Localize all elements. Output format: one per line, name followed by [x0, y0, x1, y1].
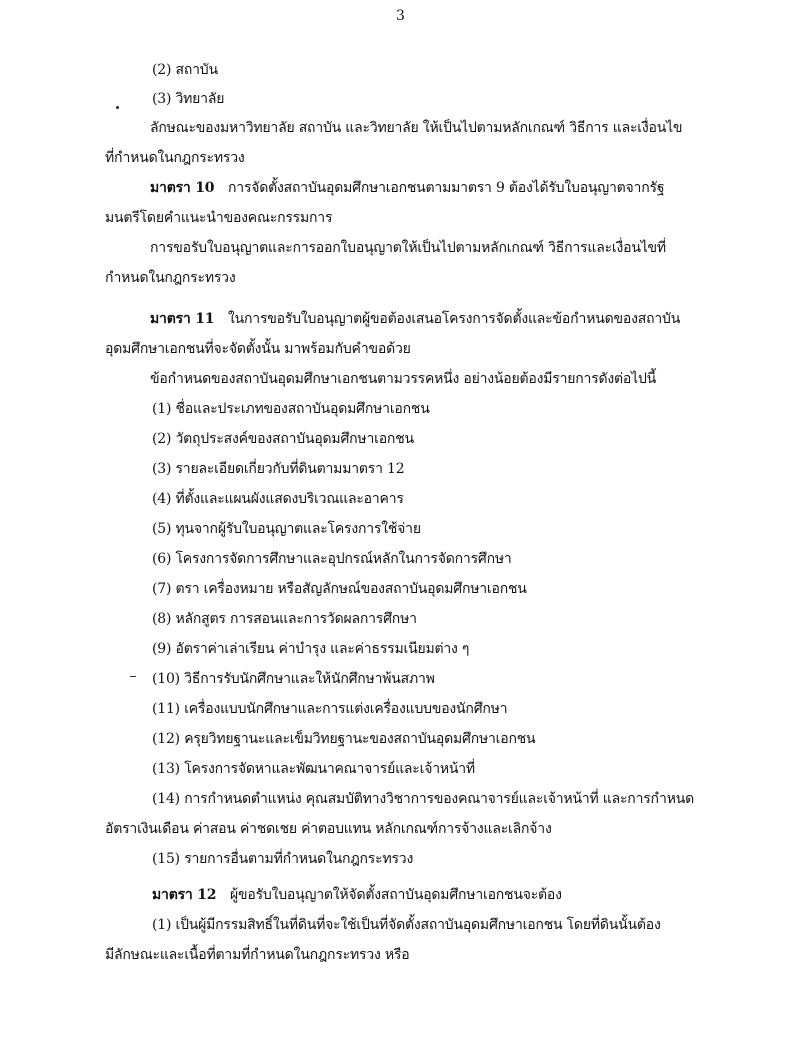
list-item-institute: (2) สถาบัน — [152, 62, 218, 78]
paragraph-line: การจัดตั้งสถาบันอุดมศึกษาเอกชนตามมาตรา 9 ต้องได้รับใบอนุญาตจากรัฐ — [228, 180, 665, 196]
paragraph-line: การขอรับใบอนุญาตและการออกใบอนุญาตให้เป็นไปตามหลักเกณฑ์ วิธีการและเงื่อนไขที่ — [150, 240, 666, 256]
paragraph-line: ผู้ขอรับใบอนุญาตให้จัดตั้งสถาบันอุดมศึกษาเอกชนจะต้อง — [230, 887, 562, 903]
section-heading: มาตรา 12 — [152, 887, 217, 903]
list-item: (7) ตรา เครื่องหมาย หรือสัญลักษณ์ของสถาบันอุดมศึกษาเอกชน — [152, 581, 527, 597]
list-item: (1) เป็นผู้มีกรรมสิทธิ์ในที่ดินที่จะใช้เป็นที่จัดตั้งสถาบันอุดมศึกษาเอกชน โดยที่ดินนั้นต้อง — [152, 917, 661, 933]
paragraph-line: ที่กำหนดในกฎกระทรวง — [105, 150, 245, 166]
list-item: (15) รายการอื่นตามที่กำหนดในกฎกระทรวง — [152, 851, 414, 867]
section-heading: มาตรา 11 — [150, 311, 215, 327]
paragraph-line: ในการขอรับใบอนุญาตผู้ขอต้องเสนอโครงการจัดตั้งและข้อกำหนดของสถาบัน — [228, 311, 681, 327]
page-number: 3 — [396, 8, 405, 24]
paragraph-line: กำหนดในกฎกระทรวง — [105, 270, 236, 286]
scan-speck — [116, 106, 119, 109]
list-item: (4) ที่ตั้งและแผนผังแสดงบริเวณและอาคาร — [152, 491, 404, 507]
list-item-continuation: อัตราเงินเดือน ค่าสอน ค่าชดเชย ค่าตอบแทน หลักเกณฑ์การจ้างและเลิกจ้าง — [105, 821, 552, 837]
paragraph-line: ลักษณะของมหาวิทยาลัย สถาบัน และวิทยาลัย ให้เป็นไปตามหลักเกณฑ์ วิธีการ และเงื่อนไข — [150, 120, 683, 136]
list-item: (14) การกำหนดตำแหน่ง คุณสมบัติทางวิชาการของคณาจารย์และเจ้าหน้าที่ และการกำหนด — [152, 791, 694, 807]
list-item: (9) อัตราค่าเล่าเรียน ค่าบำรุง และค่าธรรมเนียมต่าง ๆ — [152, 641, 470, 657]
list-item: (12) ครุยวิทยฐานะและเข็มวิทยฐานะของสถาบันอุดมศึกษาเอกชน — [152, 731, 536, 747]
list-item: (5) ทุนจากผู้รับใบอนุญาตและโครงการใช้จ่าย — [152, 521, 421, 537]
list-item: (11) เครื่องแบบนักศึกษาและการแต่งเครื่องแบบของนักศึกษา — [152, 701, 508, 717]
list-item: (1) ชื่อและประเภทของสถาบันอุดมศึกษาเอกชน — [152, 401, 430, 417]
list-item: (3) รายละเอียดเกี่ยวกับที่ดินตามมาตรา 12 — [152, 461, 405, 477]
list-item: (10) วิธีการรับนักศึกษาและให้นักศึกษาพ้นสภาพ — [152, 671, 435, 687]
paragraph-line: ข้อกำหนดของสถาบันอุดมศึกษาเอกชนตามวรรคหนึ่ง อย่างน้อยต้องมีรายการดังต่อไปนี้ — [150, 371, 657, 387]
section-heading: มาตรา 10 — [150, 180, 215, 196]
list-item-continuation: มีลักษณะและเนื้อที่ตามที่กำหนดในกฎกระทรวง หรือ — [105, 947, 410, 963]
list-item-college: (3) วิทยาลัย — [152, 91, 225, 107]
scan-speck — [130, 676, 136, 677]
paragraph-line: มนตรีโดยคำแนะนำของคณะกรรมการ — [105, 210, 333, 226]
list-item: (13) โครงการจัดหาและพัฒนาคณาจารย์และเจ้าหน้าที่ — [152, 761, 475, 777]
list-item: (2) วัตถุประสงค์ของสถาบันอุดมศึกษาเอกชน — [152, 431, 414, 447]
list-item: (6) โครงการจัดการศึกษาและอุปกรณ์หลักในการจัดการศึกษา — [152, 551, 512, 567]
list-item: (8) หลักสูตร การสอนและการวัดผลการศึกษา — [152, 611, 417, 627]
paragraph-line: อุดมศึกษาเอกชนที่จะจัดตั้งนั้น มาพร้อมกับคำขอด้วย — [105, 341, 411, 357]
